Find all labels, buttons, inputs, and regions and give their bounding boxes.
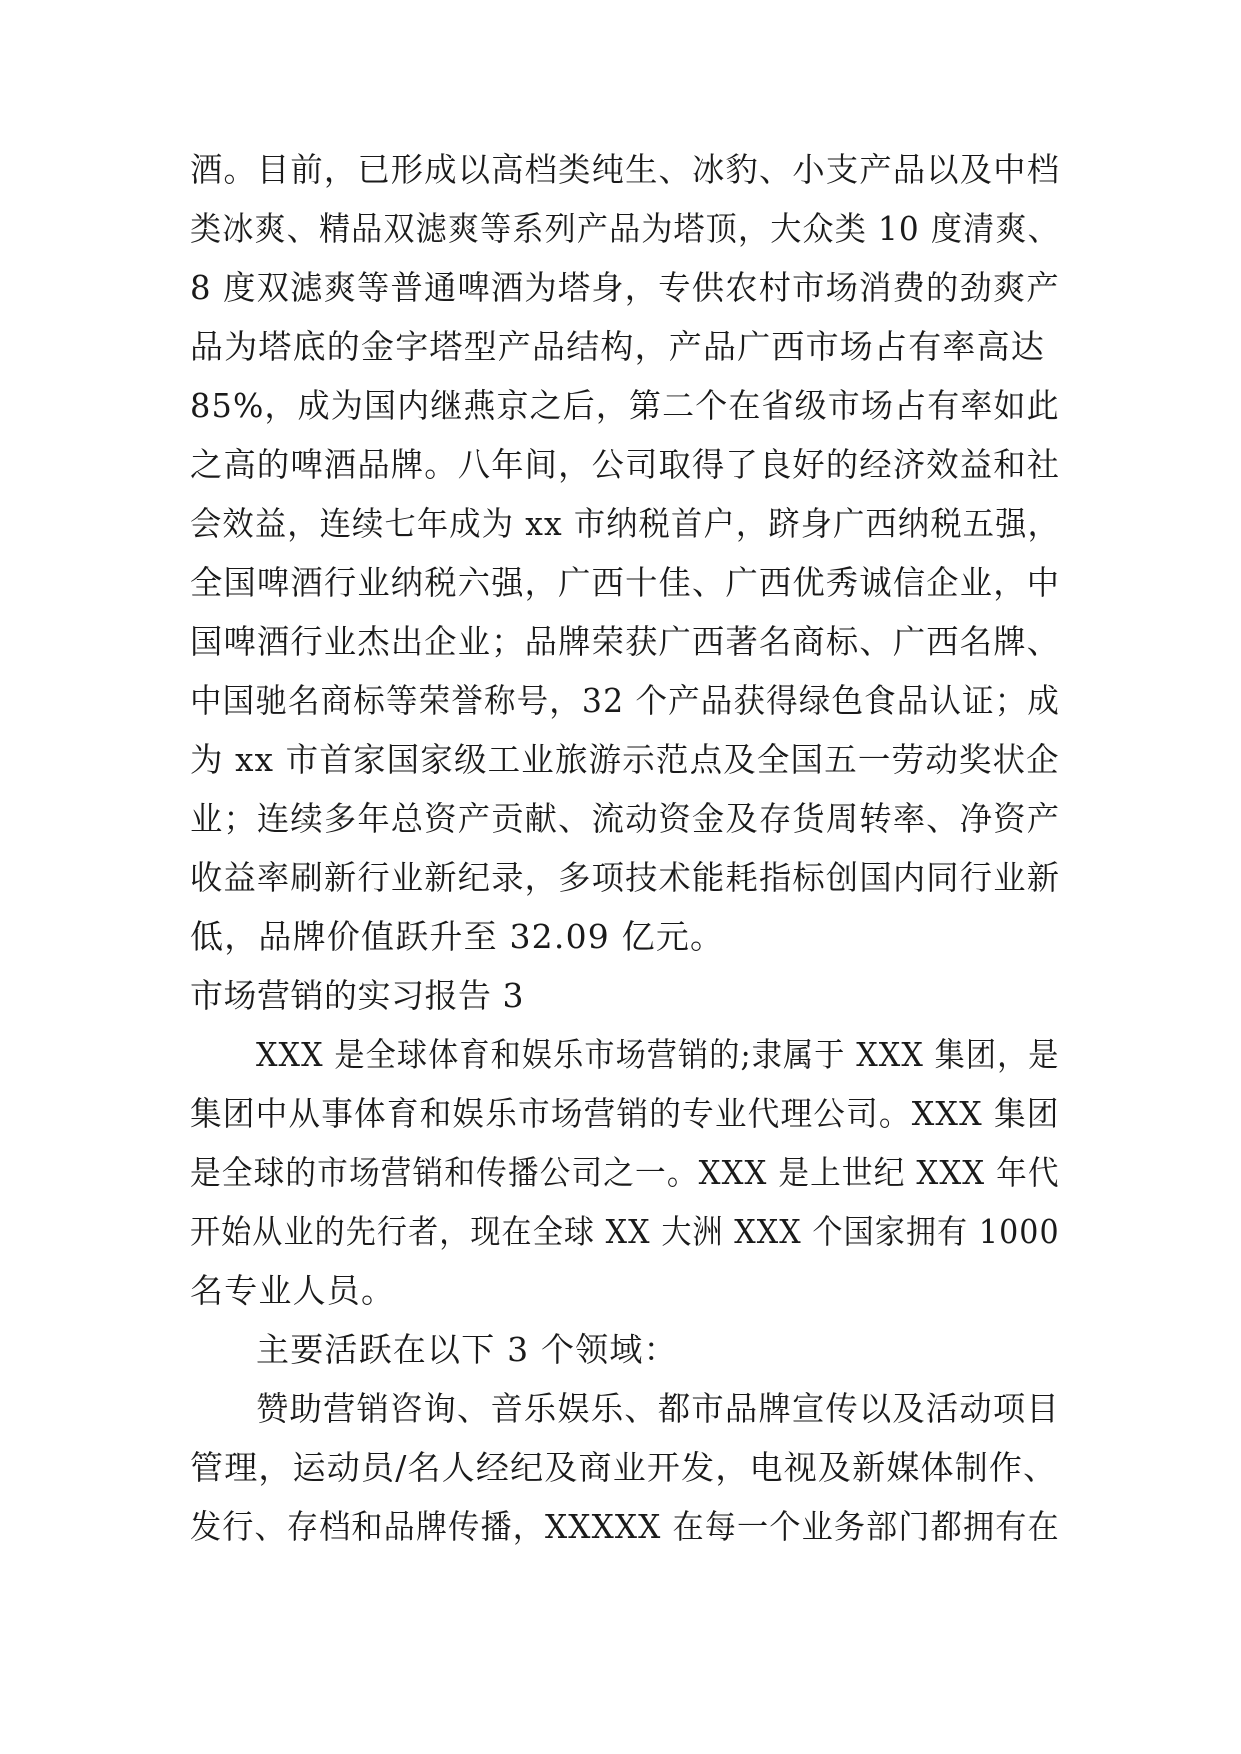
- body-text-line: 全国啤酒行业纳税六强，广西十佳、广西优秀诚信企业，中: [190, 563, 1061, 602]
- body-text-line: 酒。目前，已形成以高档类纯生、冰豹、小支产品以及中档: [190, 150, 1061, 189]
- body-text-line: 赞助营销咨询、音乐娱乐、都市品牌宣传以及活动项目: [256, 1389, 1060, 1428]
- body-text-line: 中国驰名商标等荣誉称号，32 个产品获得绿色食品认证；成: [190, 681, 1061, 720]
- section-heading: 市场营销的实习报告 3: [190, 976, 524, 1015]
- body-text-line: 名专业人员。: [190, 1271, 396, 1310]
- body-text-line: XXX 是全球体育和娱乐市场营销的;隶属于 XXX 集团，是: [256, 1035, 1060, 1074]
- body-text-line: 8 度双滤爽等普通啤酒为塔身，专供农村市场消费的劲爽产: [190, 268, 1060, 307]
- body-text-line: 开始从业的先行者，现在全球 XX 大洲 XXX 个国家拥有 1000: [190, 1212, 1060, 1251]
- body-text-line: 发行、存档和品牌传播，XXXXX 在每一个业务部门都拥有在: [190, 1507, 1060, 1546]
- body-text-line: 会效益，连续七年成为 xx 市纳税首户，跻身广西纳税五强，: [190, 504, 1061, 543]
- body-text-line: 为 xx 市首家国家级工业旅游示范点及全国五一劳动奖状企: [190, 740, 1060, 779]
- body-text-line: 低，品牌价值跃升至 32.09 亿元。: [190, 917, 725, 956]
- body-text-line: 85%，成为国内继燕京之后，第二个在省级市场占有率如此: [190, 386, 1060, 425]
- body-text-line: 类冰爽、精品双滤爽等系列产品为塔顶，大众类 10 度清爽、: [190, 209, 1060, 248]
- body-text-line: 主要活跃在以下 3 个领域：: [256, 1330, 678, 1369]
- body-text-line: 收益率刷新行业新纪录，多项技术能耗指标创国内同行业新: [190, 858, 1061, 897]
- body-text-line: 业；连续多年总资产贡献、流动资金及存货周转率、净资产: [190, 799, 1061, 838]
- body-text-line: 集团中从事体育和娱乐市场营销的专业代理公司。XXX 集团: [190, 1094, 1060, 1133]
- body-text-line: 品为塔底的金字塔型产品结构，产品广西市场占有率高达: [190, 327, 1045, 366]
- body-text-line: 是全球的市场营销和传播公司之一。XXX 是上世纪 XXX 年代: [190, 1153, 1060, 1192]
- body-text-line: 管理，运动员/名人经纪及商业开发，电视及新媒体制作、: [190, 1448, 1058, 1487]
- body-text-line: 之高的啤酒品牌。八年间，公司取得了良好的经济效益和社: [190, 445, 1061, 484]
- body-text-line: 国啤酒行业杰出企业；品牌荣获广西著名商标、广西名牌、: [190, 622, 1061, 661]
